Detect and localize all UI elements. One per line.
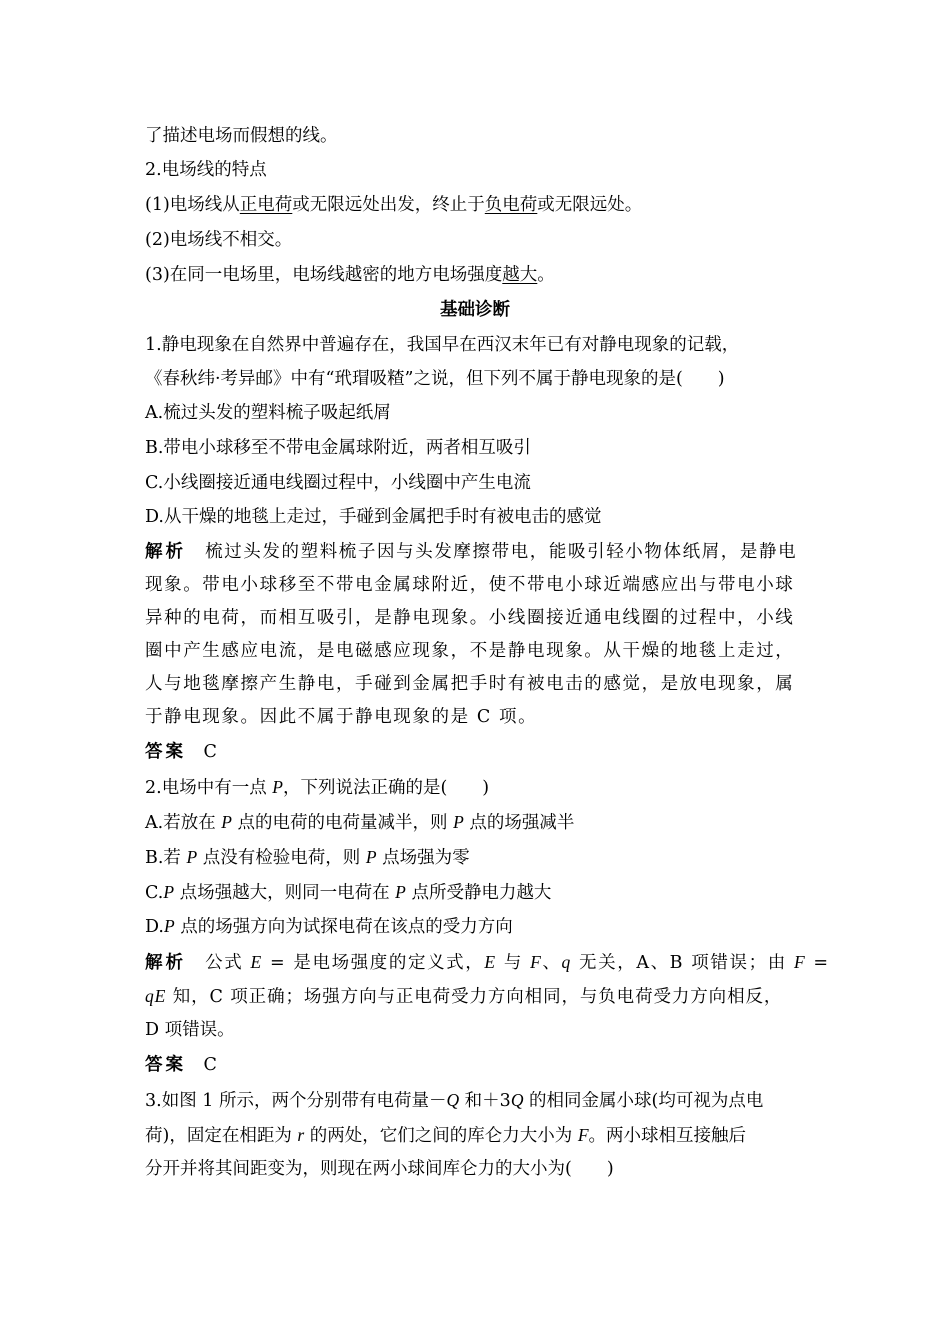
q1-option-b: B.带电小球移至不带电金属球附近，两者相互吸引 bbox=[145, 438, 531, 458]
q1-analysis-5: 人与地毯摩擦产生静电，手碰到金属把手时有被电击的感觉，是放电现象，属 bbox=[145, 674, 795, 694]
q1-stem-2: 《春秋纬·考异邮》中有“玳瑁吸𥻗”之说，但下列不属于静电现象的是( ) bbox=[145, 369, 725, 389]
q2-answer: 答案 C bbox=[145, 1055, 217, 1075]
q1-analysis-3: 异种的电荷，而相互吸引，是静电现象。小线圈接近通电线圈的过程中，小线 bbox=[145, 608, 795, 628]
q2-analysis-2: qE 知，C 项正确；场强方向与正电荷受力方向相同，与负电荷受力方向相反， bbox=[145, 986, 783, 1007]
q1-option-c: C.小线圈接近通电线圈过程中，小线圈中产生电流 bbox=[145, 473, 531, 493]
intro-line-1: 了描述电场而假想的线。 bbox=[145, 126, 338, 146]
section-title: 基础诊断 bbox=[440, 300, 510, 320]
q1-option-a: A.梳过头发的塑料梳子吸起纸屑 bbox=[145, 403, 391, 423]
q3-stem-3: 分开并将其间距变为，则现在两小球间库仑力的大小为( ) bbox=[145, 1159, 614, 1179]
q1-analysis-6: 于静电现象。因此不属于静电现象的是 C 项。 bbox=[145, 707, 538, 727]
intro-line-4: (2)电场线不相交。 bbox=[145, 230, 293, 250]
q2-analysis-1: 解析 公式 E = 是电场强度的定义式，E 与 F、q 无关，A、B 项错误；由 F = bbox=[145, 952, 830, 973]
q1-answer: 答案 C bbox=[145, 742, 217, 762]
q1-stem-1: 1.静电现象在自然界中普遍存在，我国早在西汉末年已有对静电现象的记载， bbox=[145, 335, 740, 355]
answer-label: 答案 bbox=[145, 742, 186, 762]
q1-option-d: D.从干燥的地毯上走过，手碰到金属把手时有被电击的感觉 bbox=[145, 507, 602, 527]
q2-analysis-3: D 项错误。 bbox=[145, 1020, 235, 1040]
q3-stem-1: 3.如图 1 所示，两个分别带有电荷量－Q 和＋3Q 的相同金属小球(均可视为点电 bbox=[145, 1090, 764, 1111]
intro-line-3: (1)电场线从正电荷或无限远处出发，终止于负电荷或无限远处。 bbox=[145, 195, 643, 215]
underlined-answer: 负电荷 bbox=[484, 195, 538, 215]
q2-stem: 2.电场中有一点 P，下列说法正确的是( ) bbox=[145, 777, 490, 798]
underlined-answer: 越大 bbox=[502, 265, 538, 285]
q1-analysis-1: 解析 梳过头发的塑料梳子因与头发摩擦带电，能吸引轻小物体纸屑，是静电 bbox=[145, 542, 798, 562]
intro-line-2: 2.电场线的特点 bbox=[145, 160, 267, 180]
analysis-label: 解析 bbox=[145, 542, 186, 562]
q2-option-c: C.P 点场强越大，则同一电荷在 P 点所受静电力越大 bbox=[145, 882, 552, 903]
answer-label: 答案 bbox=[145, 1055, 186, 1075]
q2-option-d: D.P 点的场强方向为试探电荷在该点的受力方向 bbox=[145, 916, 513, 937]
q2-option-b: B.若 P 点没有检验电荷，则 P 点场强为零 bbox=[145, 847, 470, 868]
q2-option-a: A.若放在 P 点的电荷的电荷量减半，则 P 点的场强减半 bbox=[145, 812, 575, 833]
underlined-answer: 正电荷 bbox=[239, 195, 293, 215]
q3-stem-2: 荷)，固定在相距为 r 的两处，它们之间的库仑力大小为 F。两小球相互接触后 bbox=[145, 1125, 747, 1146]
intro-line-5: (3)在同一电场里，电场线越密的地方电场强度越大。 bbox=[145, 265, 555, 285]
analysis-label: 解析 bbox=[145, 953, 186, 973]
q1-analysis-4: 圈中产生感应电流，是电磁感应现象，不是静电现象。从干燥的地毯上走过， bbox=[145, 641, 795, 661]
q1-analysis-2: 现象。带电小球移至不带电金属球附近，使不带电小球近端感应出与带电小球 bbox=[145, 575, 795, 595]
